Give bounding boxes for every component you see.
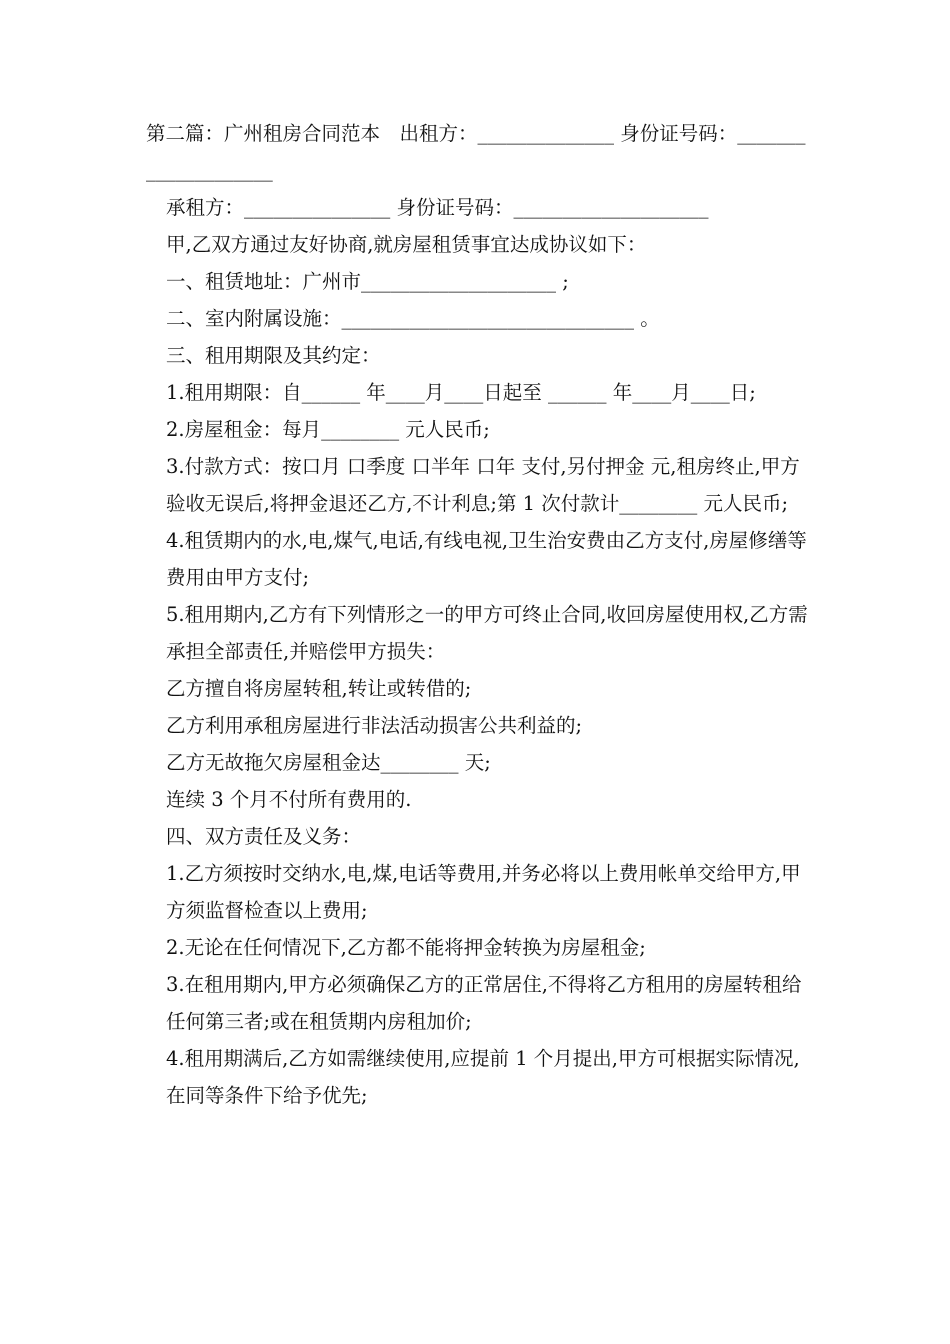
termination-item-fees: 连续 3 个月不付所有费用的. (166, 788, 412, 811)
clause-address: 一、租赁地址：广州市____________________ ; (166, 270, 569, 293)
lessee-line: 承租方：_______________ 身份证号码：____________________ (166, 196, 709, 219)
termination-item-illegal: 乙方利用承租房屋进行非法活动损害公共利益的; (166, 714, 583, 737)
duty-item-4: 4.租用期满后,乙方如需继续使用,应提前 1 个月提出,甲方可根据实际情况,在同等条件下给予优先; (166, 1047, 800, 1107)
clause-term-period: 1.租用期限：自______ 年____月____日起至 ______ 年____月____日; (166, 381, 756, 404)
duty-item-1: 1.乙方须按时交纳水,电,煤,电话等费用,并务必将以上费用帐单交给甲方,甲方须监督检查以上费用; (166, 862, 801, 922)
clause-payment: 3.付款方式：按口月 口季度 口半年 口年 支付,另付押金 元,租房终止,甲方验收无误后,将押金退还乙方,不计利息;第 1 次付款计________ 元人民币; (166, 455, 800, 515)
clause-termination: 5.租用期内,乙方有下列情形之一的甲方可终止合同,收回房屋使用权,乙方需承担全部责任,并赔偿甲方损失： (166, 603, 808, 663)
document-body (146, 115, 808, 1114)
clause-rent: 2.房屋租金：每月________ 元人民币; (166, 418, 490, 441)
title-and-lessor-line: 第二篇：广州租房合同范本 出租方：______________ 身份证号码：____________________ (146, 122, 806, 182)
agreement-intro: 甲,乙双方通过友好协商,就房屋租赁事宜达成协议如下： (166, 233, 647, 256)
section-heading-duties: 四、双方责任及义务： (166, 825, 362, 848)
clause-utilities: 4.租赁期内的水,电,煤气,电话,有线电视,卫生治安费由乙方支付,房屋修缮等费用由甲方支付; (166, 529, 807, 589)
section-heading-term: 三、租用期限及其约定： (166, 344, 381, 367)
duty-item-3: 3.在租用期内,甲方必须确保乙方的正常居住,不得将乙方租用的房屋转租给任何第三者;或在租赁期内房租加价; (166, 973, 802, 1033)
duty-item-2: 2.无论在任何情况下,乙方都不能将押金转换为房屋租金; (166, 936, 646, 959)
termination-item-arrears: 乙方无故拖欠房屋租金达________ 天; (166, 751, 491, 774)
termination-item-sublet: 乙方擅自将房屋转租,转让或转借的; (166, 677, 472, 700)
clause-facilities: 二、室内附属设施：______________________________ 。 (166, 307, 660, 330)
